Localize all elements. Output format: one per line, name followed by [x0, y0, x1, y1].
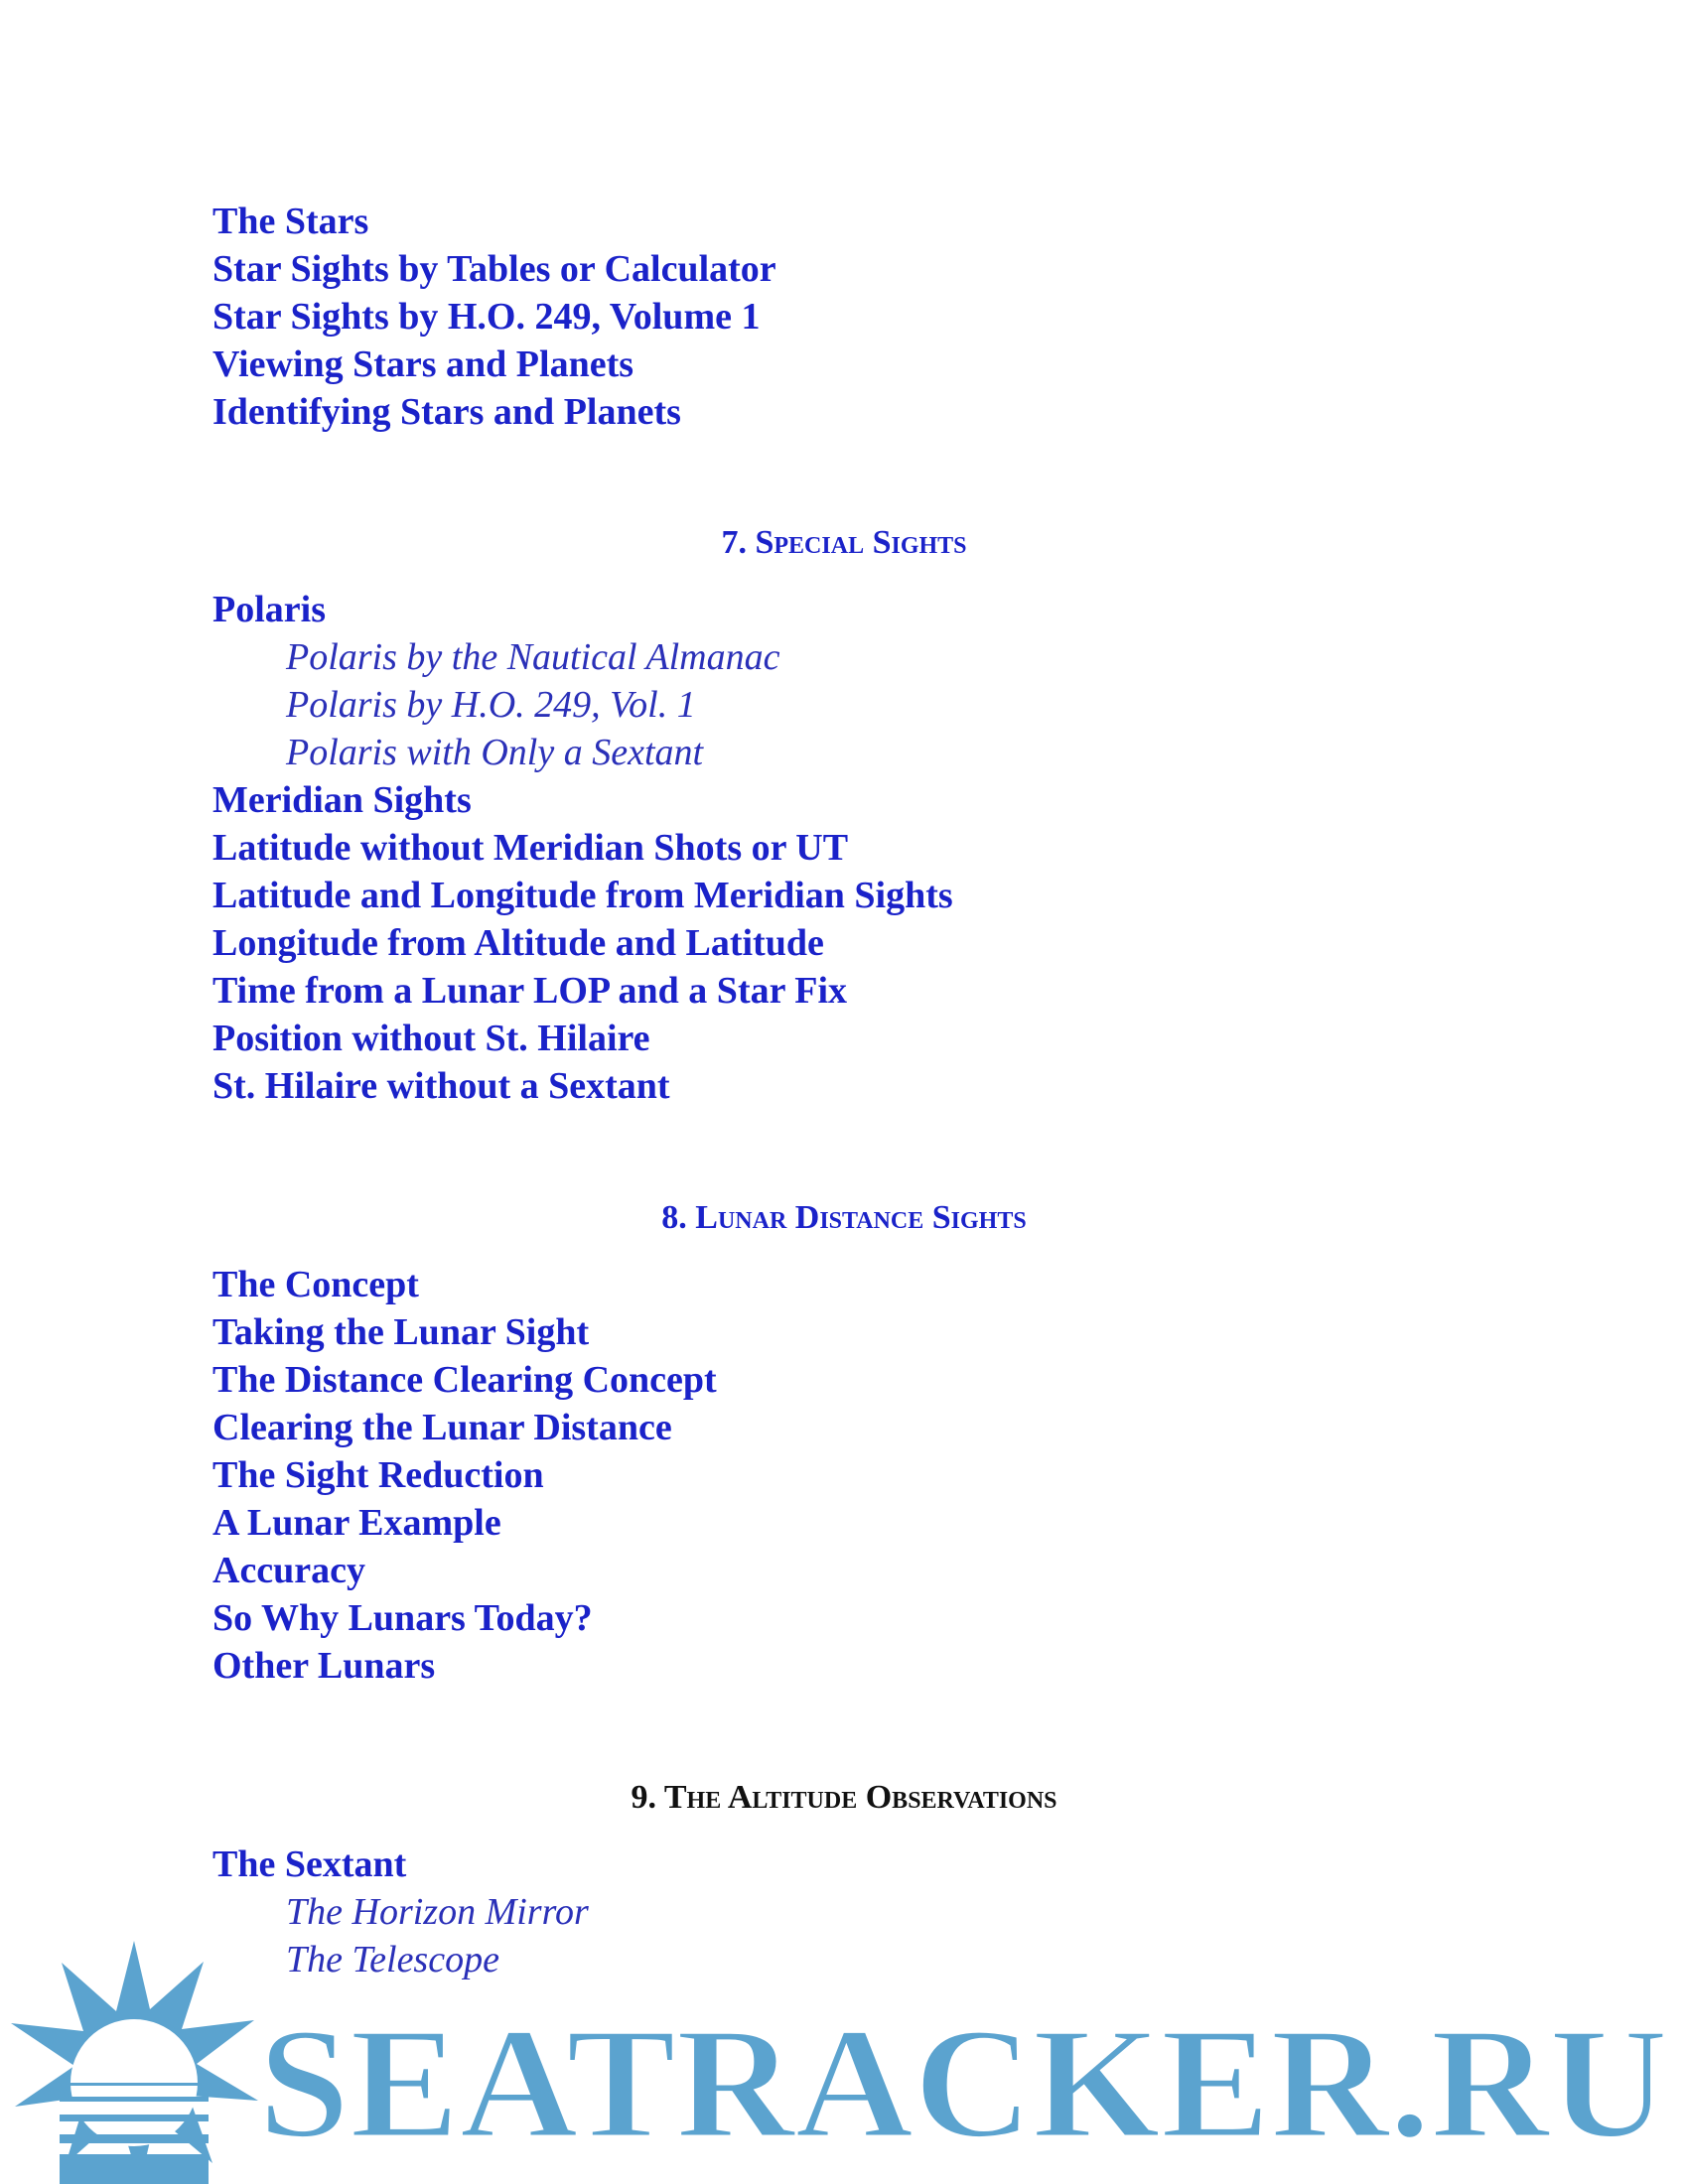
toc-link-latitude-without-meridian[interactable]: Latitude without Meridian Shots or UT: [212, 827, 849, 869]
toc-link-why-lunars[interactable]: So Why Lunars Today?: [212, 1597, 593, 1639]
toc-link-accuracy[interactable]: Accuracy: [212, 1550, 366, 1591]
section-heading-special-sights[interactable]: 7. Special Sights: [721, 524, 967, 561]
toc-link-star-sights-ho249[interactable]: Star Sights by H.O. 249, Volume 1: [212, 296, 761, 338]
toc-link-meridian-sights[interactable]: Meridian Sights: [212, 779, 472, 821]
toc-link-other-lunars[interactable]: Other Lunars: [212, 1645, 436, 1687]
toc-link-taking-lunar[interactable]: Taking the Lunar Sight: [212, 1311, 590, 1353]
toc-link-viewing-stars[interactable]: Viewing Stars and Planets: [212, 343, 634, 385]
toc-link-the-concept[interactable]: The Concept: [212, 1264, 419, 1305]
toc-link-star-sights-tables[interactable]: Star Sights by Tables or Calculator: [212, 248, 776, 290]
toc-link-lat-long-meridian[interactable]: Latitude and Longitude from Meridian Sights: [212, 875, 953, 916]
toc-link-clearing-lunar[interactable]: Clearing the Lunar Distance: [212, 1407, 672, 1448]
seatracker-watermark: [0, 1926, 1688, 2184]
toc-link-longitude-altitude[interactable]: Longitude from Altitude and Latitude: [212, 922, 824, 964]
toc-link-sight-reduction[interactable]: The Sight Reduction: [212, 1454, 544, 1496]
toc-sublink-polaris-sextant[interactable]: Polaris with Only a Sextant: [286, 732, 704, 773]
section-heading-altitude-observations: 9. The Altitude Observations: [631, 1779, 1057, 1816]
toc-link-the-sextant[interactable]: The Sextant: [212, 1843, 407, 1885]
toc-link-the-stars[interactable]: The Stars: [212, 201, 369, 242]
toc-sublink-polaris-almanac[interactable]: Polaris by the Nautical Almanac: [286, 636, 780, 678]
toc-link-hilaire-without-sextant[interactable]: St. Hilaire without a Sextant: [212, 1065, 670, 1107]
toc-link-lunar-example[interactable]: A Lunar Example: [212, 1502, 501, 1544]
toc-link-position-without-hilaire[interactable]: Position without St. Hilaire: [212, 1018, 650, 1059]
sun-logo-icon: [11, 1941, 258, 2184]
section-heading-lunar-distance[interactable]: 8. Lunar Distance Sights: [661, 1199, 1027, 1236]
toc-sublink-horizon-mirror[interactable]: The Horizon Mirror: [286, 1891, 589, 1933]
toc-link-identifying-stars[interactable]: Identifying Stars and Planets: [212, 391, 681, 433]
toc-sublink-telescope[interactable]: The Telescope: [286, 1939, 499, 1980]
toc-link-time-lunar-lop[interactable]: Time from a Lunar LOP and a Star Fix: [212, 970, 848, 1012]
watermark-text: SEATRACKER.RU: [258, 1994, 1668, 2171]
toc-link-distance-clearing-concept[interactable]: The Distance Clearing Concept: [212, 1359, 717, 1401]
toc-sublink-polaris-ho249[interactable]: Polaris by H.O. 249, Vol. 1: [286, 684, 696, 726]
toc-link-polaris[interactable]: Polaris: [212, 589, 326, 630]
